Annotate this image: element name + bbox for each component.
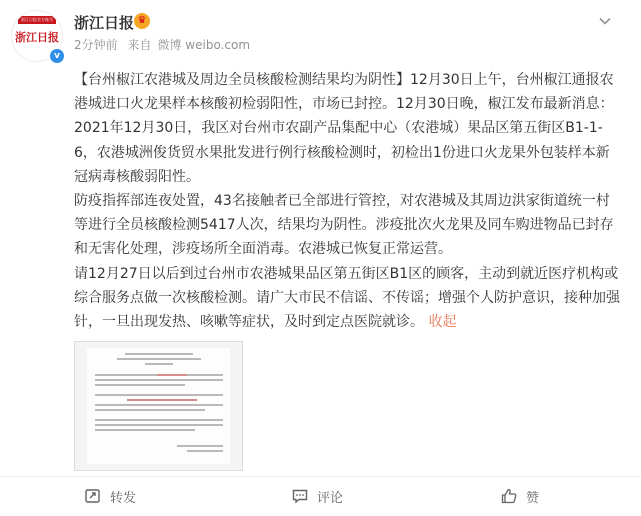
username[interactable]: 浙江日报 xyxy=(74,14,135,32)
divider xyxy=(0,476,641,477)
like-label: 赞 xyxy=(526,490,540,506)
verified-badge-icon: v xyxy=(48,47,66,65)
crown-icon[interactable]: ♛ xyxy=(134,13,150,29)
post-paragraph-3: 请12月27日以后到过台州市农港城果品区第五街区B1区的顾客，主动到就近医疗机构或综合服务点做一次核酸检测。请广大市民不信谣、不传谣；增强个人防护意识，接种加强针，一旦出现发热、咳嗽等症状，及时到定点医院就诊。 xyxy=(74,265,620,331)
post-content xyxy=(74,68,622,334)
collapse-link[interactable]: 收起 xyxy=(428,314,457,331)
post-image-thumbnail[interactable] xyxy=(74,341,243,471)
comment-button[interactable] xyxy=(291,486,343,506)
more-options-button[interactable] xyxy=(596,14,614,32)
post-paragraph-1: 【台州椒江农港城及周边全员核酸检测结果均为阴性】12月30日上午，台州椒江通报农港城进口火龙果样本核酸初检弱阳性，市场已封控。12月30日晚，椒江发布最新消息：2021年12月30日，我区对台州市农副产品集配中心（农港城）果品区第五街区B1-1-6，农港城洲俊货贸水果批发进行例行核酸检测时，初检出1份进口火龙果外包装样本新冠病毒核酸弱阳性。 xyxy=(74,72,614,185)
comment-label: 评论 xyxy=(317,490,344,506)
avatar-logo: 浙江日报 xyxy=(15,31,59,44)
post-paragraph-2: 防疫指挥部连夜处置，43名接触者已全部进行管控，对农港城及其周边洪家街道统一村等进行全员核酸检测5417人次，结果均为阴性。涉疫批次火龙果及同车购进物品已封存和无害化处理，涉疫场所全面消毒。农港城已恢复正常运营。 xyxy=(74,193,614,258)
thumbs-up-icon xyxy=(500,487,518,505)
source-prefix: 来自 xyxy=(127,38,152,52)
post-header xyxy=(0,0,641,70)
post-time[interactable]: 2分钟前 xyxy=(74,38,118,52)
avatar-top-text: 浙江日报官方账号 xyxy=(18,16,56,24)
repost-button[interactable] xyxy=(84,486,136,506)
document-image xyxy=(87,348,230,464)
post-paragraph-3-wrap xyxy=(74,262,622,335)
repost-label: 转发 xyxy=(110,490,137,506)
chevron-down-icon xyxy=(598,14,612,28)
like-button[interactable] xyxy=(500,486,539,506)
post-source[interactable]: 微博 weibo.com xyxy=(157,38,251,52)
comment-icon xyxy=(291,487,309,505)
post-meta xyxy=(74,36,256,53)
repost-icon xyxy=(84,487,102,505)
